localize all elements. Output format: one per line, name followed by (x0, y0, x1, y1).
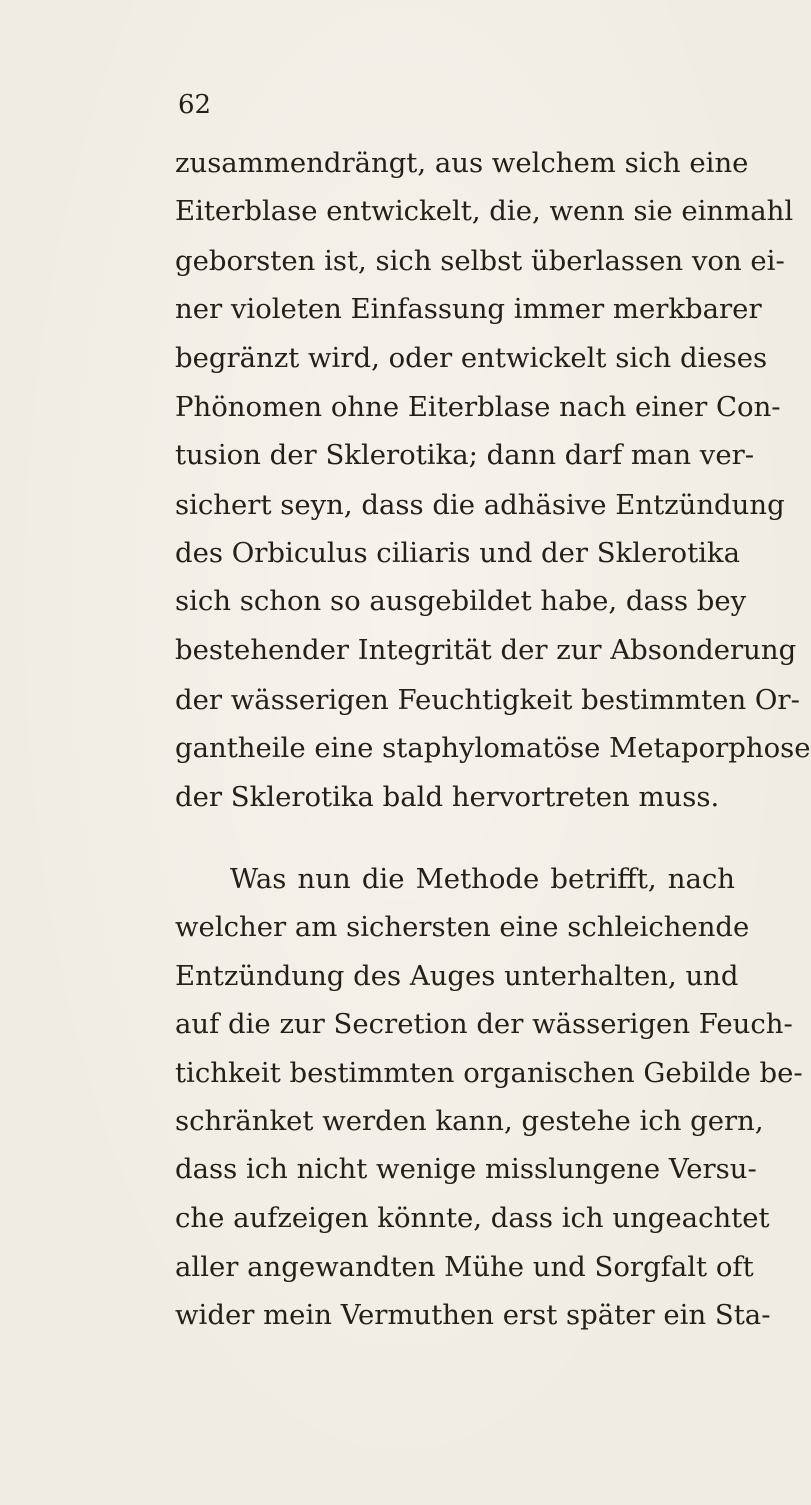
text-line: welcher am sichersten eine schleichende (175, 911, 750, 943)
text-line: bestehender Integrität der zur Absonderung (175, 634, 797, 666)
text-line: der Sklerotika bald hervortreten muss. (175, 781, 720, 813)
text-line: Phönomen ohne Eiterblase nach einer Con- (175, 391, 781, 423)
text-line: Was nun die Methode betrifft, nach (230, 863, 735, 895)
text-line: tichkeit bestimmten organischen Gebilde be- (175, 1057, 803, 1089)
text-line: tusion der Sklerotika; dann darf man ver- (175, 439, 755, 471)
text-line: schränket werden kann, gestehe ich gern, (175, 1105, 764, 1137)
text-line: geborsten ist, sich selbst überlassen von ei- (175, 245, 785, 277)
text-line: begränzt wird, oder entwickelt sich dieses (175, 342, 768, 374)
text-line: auf die zur Secretion der wässerigen Feuch- (175, 1008, 793, 1040)
text-line: der wässerigen Feuchtigkeit bestimmten Or- (175, 684, 800, 716)
text-line: aller angewandten Mühe und Sorgfalt oft (175, 1251, 754, 1283)
text-line: Eiterblase entwickelt, die, wenn sie einmahl (175, 195, 794, 227)
text-line: Entzündung des Auges unterhalten, und (175, 960, 739, 992)
text-line: sich schon so ausgebildet habe, dass bey (175, 585, 747, 617)
text-line: wider mein Vermuthen erst später ein Sta- (175, 1299, 771, 1331)
text-line: zusammendrängt, aus welchem sich eine (175, 147, 749, 179)
page-number: 62 (178, 90, 212, 120)
text-line: gantheile eine staphylomatöse Metaporphose (175, 732, 811, 764)
text-line: dass ich nicht wenige misslungene Versu- (175, 1153, 757, 1185)
text-line: che aufzeigen könnte, dass ich ungeachtet (175, 1202, 770, 1234)
text-line: des Orbiculus ciliaris und der Sklerotika (175, 537, 740, 569)
text-line: sichert seyn, dass die adhäsive Entzündung (175, 489, 785, 521)
text-line: ner violeten Einfassung immer merkbarer (175, 293, 762, 325)
